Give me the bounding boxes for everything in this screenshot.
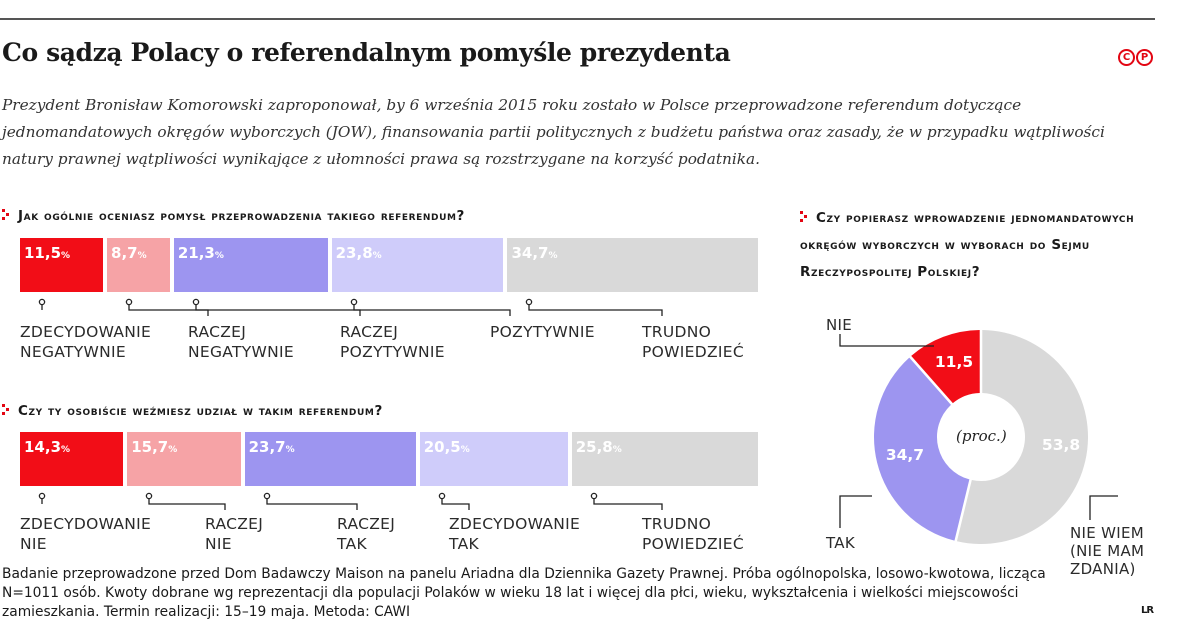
connector-line — [442, 499, 469, 510]
bar-unit-label: % — [285, 445, 295, 455]
intro-text: Prezydent Bronisław Komorowski zaproponował, by 6 września 2015 roku zostało w Polsce przeprowadzone referendum dotyczące jednomandatowych okręgów wyborczych (JOW), finansowania partii politycznych z budżetu państwa oraz zasady, że w przypadku wątpliwości natury prawnej wątpliwości wynikające z ułomności prawa są rozstrzygane na korzyść podatnika. — [2, 96, 1105, 168]
category-label: RACZEJ NEGATYWNIE — [188, 323, 295, 361]
connector-line — [529, 305, 662, 316]
slice-value-label: 11,5 — [934, 352, 974, 371]
connector-dot — [526, 299, 531, 304]
bar-unit-label: % — [61, 251, 71, 261]
connector-line — [594, 499, 662, 510]
bar-unit-label: % — [460, 445, 470, 455]
slice-category-label: NIE WIEM (NIE MAM ZDANIA) — [1070, 524, 1145, 578]
page-title: Co sądzą Polacy o referendalnym pomyśle prezydenta — [2, 38, 731, 67]
category-label: TRUDNO POWIEDZIEĆ — [642, 515, 744, 553]
bar-unit-label: % — [612, 445, 622, 455]
connector-dot — [591, 493, 596, 498]
connector-dot — [351, 299, 356, 304]
connector-dot — [264, 493, 269, 498]
bar-value-label: 15,7 — [131, 438, 169, 456]
connector-line — [840, 496, 872, 528]
slice-value-label: 53,8 — [1041, 436, 1081, 455]
question-1-text: Jak ogólnie oceniasz pomysł przeprowadzenia takiego referendum? — [18, 208, 465, 224]
connector-dot — [39, 493, 44, 498]
category-label: RACZEJ POZYTYWNIE — [340, 323, 445, 361]
bar-unit-label: % — [61, 445, 71, 455]
question-3-text: Czy popierasz wprowadzenie jednomandatowych okręgów wyborczych w wyborach do Sejmu Rzeczypospolitej Polskiej? — [800, 210, 1135, 280]
publisher-p-icon: P — [1136, 49, 1153, 66]
slice-category-label: TAK — [826, 534, 855, 552]
category-label: RACZEJ NIE — [205, 515, 264, 553]
connector-dot — [126, 299, 131, 304]
connector-line — [1090, 496, 1118, 520]
bar-unit-label: % — [548, 251, 558, 261]
connector-line — [267, 499, 357, 510]
category-label: TRUDNO POWIEDZIEĆ — [642, 323, 744, 361]
connector-line — [354, 305, 510, 316]
category-label: POZYTYWNIE — [490, 323, 595, 341]
bar-value-label: 34,7 — [511, 244, 549, 262]
bar-unit-label: % — [137, 251, 147, 261]
category-label: ZDECYDOWANIE NEGATYWNIE — [20, 323, 152, 361]
connector-dot — [39, 299, 44, 304]
bar-unit-label: % — [372, 251, 382, 261]
category-label: RACZEJ TAK — [337, 515, 396, 553]
slice-category-label: NIE — [826, 316, 853, 334]
donut-center-label: (proc.) — [956, 427, 1007, 445]
methodology-footnote: Badanie przeprowadzone przed Dom Badawczy Maison na panelu Ariadna dla Dziennika Gazety Prawnej. Próba ogólnopolska, losowo-kwotowa, licząca N=1011 osób. Kwoty dobrane wg reprezentacji dla populacji Polaków w wieku 18 lat i więcej dla płci, wieku, wykształcenia i wielkości miejscowości zamieszkania. Termin realizacji: 15–19 maja. Metoda: CAWI — [2, 566, 1046, 620]
bar-value-label: 20,5 — [423, 438, 461, 456]
connector-line — [840, 334, 934, 346]
connector-dot — [146, 493, 151, 498]
bar-value-label: 14,3 — [24, 438, 62, 456]
connector-line — [149, 499, 225, 510]
connector-line — [196, 305, 360, 316]
bar-unit-label: % — [214, 251, 224, 261]
author-credit: LR — [1141, 605, 1154, 616]
copyright-icon: C — [1118, 49, 1135, 66]
connector-dot — [439, 493, 444, 498]
bar-unit-label: % — [168, 445, 178, 455]
bar-value-label: 23,8 — [335, 244, 373, 262]
bar-value-label: 25,8 — [575, 438, 613, 456]
bar-value-label: 8,7 — [111, 244, 138, 262]
slice-value-label: 34,7 — [885, 446, 925, 465]
bar-value-label: 21,3 — [177, 244, 215, 262]
question-2-text: Czy ty osobiście weźmiesz udział w takim referendum? — [18, 403, 383, 419]
bar-value-label: 11,5 — [24, 244, 62, 262]
category-label: ZDECYDOWANIE TAK — [449, 515, 581, 553]
category-label: ZDECYDOWANIE NIE — [20, 515, 152, 553]
connector-dot — [193, 299, 198, 304]
bar-value-label: 23,7 — [248, 438, 286, 456]
